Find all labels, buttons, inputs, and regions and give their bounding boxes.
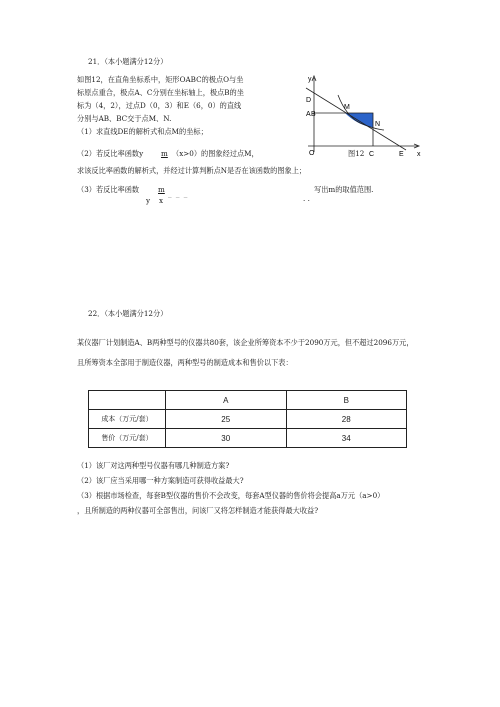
q21-header: 21．（本小题满分12分） <box>88 57 168 66</box>
q22-para2: 且所筹资本全部用于制造仪器，两种型号的制造成本和售价以下表： <box>77 358 293 367</box>
label-n: N <box>375 121 381 128</box>
table-cell: 30 <box>166 429 287 448</box>
figure-caption: 图12 <box>348 149 365 158</box>
line-de <box>306 88 406 150</box>
q22-para1: 某仪器厂计划制造A、B两种型号的仪器共80套，该企业所筹资本不少于2090万元，但不超过2096万元， <box>77 338 414 347</box>
q22-header: 22．（本小题满分12分） <box>88 309 168 318</box>
label-a: A <box>306 111 311 118</box>
q21-part3-dash: _ _ _ <box>168 189 189 198</box>
q21-part3-y: y <box>146 196 151 205</box>
table-cell: 28 <box>286 410 407 429</box>
label-d: D <box>306 97 312 104</box>
label-x: x <box>417 151 421 158</box>
price-table <box>88 390 407 448</box>
label-o: O <box>309 150 315 157</box>
q21-part2-line2: 求该反比率函数的解析式，并经过计算判断点N是否在该函数的图象上； <box>77 166 307 175</box>
q21-line2: 标原点重合，极点A、C分别在坐标轴上，极点B的坐 <box>77 88 244 97</box>
q21-line1: 如图12，在直角坐标系中，矩形OABC的极点O与坐 <box>77 75 244 84</box>
table-header-b: B <box>286 391 407 410</box>
table-row-price <box>89 429 407 448</box>
q21-part3-den: x <box>159 196 164 205</box>
figure-12 <box>300 72 430 162</box>
q22-q1: （1）该厂对这两种型号仪器有哪几种制造方案? <box>77 461 230 470</box>
q22-q3: （3）根据市场检查，每套B型仪器的售价不会改变，每套A型仪器的售价将会提高a万元（a>0） <box>77 491 385 500</box>
table-header-row <box>89 391 407 410</box>
q21-part3-dots: · · <box>303 196 310 205</box>
q21-part3-b: 写出m的取值范围. <box>314 185 374 194</box>
table-corner-cell <box>89 391 166 410</box>
label-m: M <box>344 104 350 111</box>
q22-q3-line2: ，且所制造的两种仪器可全部售出，问该厂又将怎样制造才能获得最大收益? <box>77 506 319 515</box>
q21-line3: 标为（4，2），过点D（0，3）和E（6，0）的直线 <box>77 101 242 110</box>
table-cell: 34 <box>286 429 407 448</box>
q21-line4: 分别与AB、BC交于点M、N. <box>77 114 172 123</box>
table-cell: 25 <box>166 410 287 429</box>
label-c: C <box>369 151 375 158</box>
q21-part2-frac: m <box>161 149 168 158</box>
q21-part3-num: m <box>158 185 165 194</box>
table-row-label: 售价（万元/套） <box>89 429 166 448</box>
table-header-a: A <box>166 391 287 410</box>
label-y: y <box>308 76 312 83</box>
q21-part3-a: （3）若反比率函数 <box>77 185 140 194</box>
table-row-cost <box>89 410 407 429</box>
q21-part2-a: （2）若反比率函数y <box>77 149 144 158</box>
q21-part1: （1）求直线DE的解析式和点M的坐标； <box>77 127 208 136</box>
label-b: B <box>311 111 316 118</box>
q22-q2: （2）该厂应当采用哪一种方案制造可获得收益最大? <box>77 476 244 485</box>
q21-part2-b: （x>0）的图象经过点M， <box>172 149 259 158</box>
table-row-label: 成本（万元/套） <box>89 410 166 429</box>
label-e: E <box>399 151 404 158</box>
